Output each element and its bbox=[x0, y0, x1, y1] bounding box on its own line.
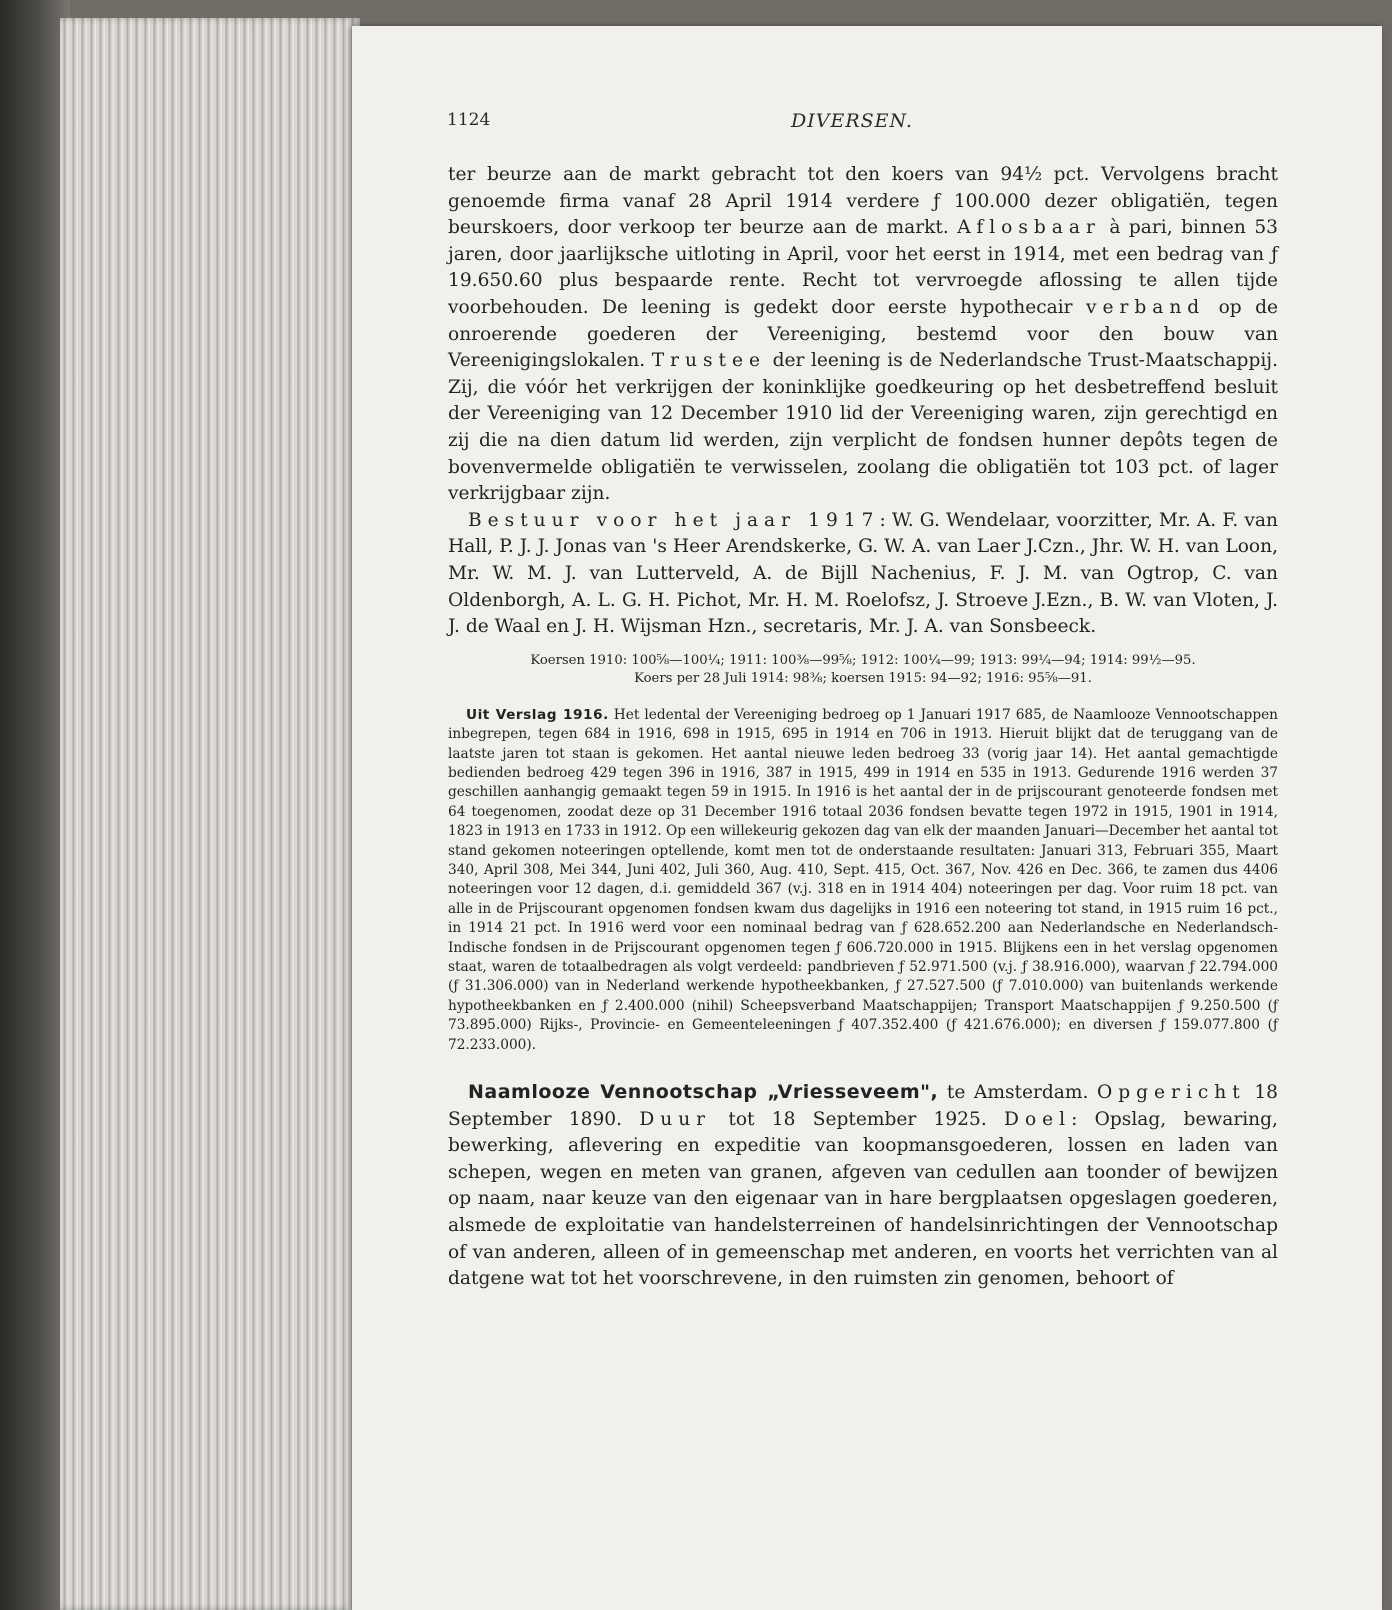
company-location: te Amsterdam. bbox=[938, 1082, 1097, 1103]
loan-text-4: der leening is de Nederlandsche Trust-Maatschappij. Zij, die vóór het verkrijgen der koninklijke goedkeuring op het desbetreffend besluit der Vereeniging van 12 December 1910 lid der Vereeniging waren, zijn gerechtigd en zij die na dien datum lid werden, zijn verplicht de fondsen hunner depôts tegen de bovenvermelde obligatiën te verwisselen, zoolang die obligatiën tot 103 pct. of lager verkrijgbaar zijn. bbox=[448, 350, 1278, 505]
duur-label: Duur bbox=[639, 1108, 712, 1130]
text-column bbox=[448, 162, 1278, 1293]
rates-line-1: Koersen 1910: 100⅝—100¼; 1911: 100⅜—99⅝; 1912: 100¼—99; 1913: 99¼—94; 1914: 99½—95. bbox=[530, 652, 1196, 668]
company-paragraph bbox=[448, 1079, 1278, 1293]
board-text: : W. G. Wendelaar, voorzitter, Mr. A. F. van Hall, P. J. J. Jonas van 's Heer Arendskerke, G. W. A. van Laer J.Czn., Jhr. W. H. van Loon, Mr. W. M. J. van Lutterveld, A. de Bijll Nachenius, F. J. M. van Ogtrop, C. van Oldenborgh, A. L. G. H. Pichot, Mr. H. M. Roelofsz, J. Stroeve J.Ezn., B. W. van Vloten, J. J. de Waal en J. H. Wijsman Hzn., secretaris, Mr. J. A. van Sonsbeeck. bbox=[448, 509, 1278, 638]
opgericht-label: Opgericht bbox=[1097, 1082, 1246, 1103]
page-edges bbox=[60, 18, 360, 1610]
board-label: Bestuur voor het jaar 1917 bbox=[468, 509, 880, 531]
report-text: Het ledental der Vereeniging bedroeg op 1 Januari 1917 685, de Naamlooze Vennootschappen inbegrepen, tegen 684 in 1916, 698 in 1915, 695 in 1914 en 706 in 1913. Hieruit blijkt dat de teruggang van de laatste jaren tot staan is gekomen. Het aantal nieuwe leden bedroeg 33 (vorig jaar 14). Het aantal gemachtigde bedienden bedroeg 429 tegen 396 in 1916, 387 in 1915, 499 in 1914 en 535 in 1913. Gedurende 1916 werden 37 geschillen aanhangig gemaakt tegen 59 in 1915. In 1916 is het aantal der in de prijscourant genoteerde fondsen met 64 toegenomen, zoodat deze op 31 December 1916 totaal 2036 fondsen bevatte tegen 1972 in 1915, 1901 in 1914, 1823 in 1913 en 1733 in 1912. Op een willekeurig gekozen dag van elk der maanden Januari—December het aantal tot stand gekomen noteeringen optellende, komt men tot de onderstaande resultaten: Januari 313, Februari 355, Maart 340, April 308, Mei 344, Juni 402, Juli 360, Aug. 410, Sept. 415, Oct. 367, Nov. 426 en Dec. 366, te zamen dus 4406 noteeringen voor 12 dagen, d.i. gemiddeld 367 (v.j. 318 en in 1914 404) noteeringen per dag. Voor ruim 18 pct. van alle in de Prijscourant opgenomen fondsen kwam dus dagelijks in 1916 een noteering tot stand, in 1915 ruim 16 pct., in 1914 21 pct. In 1916 werd voor een nominaal bedrag van ƒ 628.652.200 aan Nederlandsche en Nederlandsch-Indische fondsen in de Prijscourant opgenomen tegen ƒ 606.720.000 in 1915. Blijkens een in het verslag opgenomen staat, waren de totaalbedragen als volgt verdeeld: pandbrieven ƒ 52.971.500 (v.j. ƒ 38.916.000), waarvan ƒ 22.794.000 (ƒ 31.306.000) van in Nederland werkende hypotheekbanken, ƒ 27.527.500 (ƒ 7.010.000) van buitenlands werkende hypotheekbanken en ƒ 2.400.000 (nihil) Scheepsverband Maatschappijen; Transport Maatschappijen ƒ 9.250.500 (ƒ 73.895.000) Rijks-, Provincie- en Gemeenteleeningen ƒ 407.352.400 (ƒ 421.676.000); en diversen ƒ 159.077.800 (ƒ 72.233.000). bbox=[448, 706, 1278, 1053]
page-number: 1124 bbox=[447, 110, 491, 130]
duur-text: tot 18 September 1925. bbox=[711, 1108, 1005, 1130]
loan-text-3: op de onroerende goederen der Vereeniging, bestemd voor den bouw van Vereenigingslokalen. bbox=[448, 296, 1278, 372]
company-name: Naamlooze Vennootschap „Vriesseveem", bbox=[468, 1081, 939, 1103]
trustee-label: Trustee bbox=[651, 350, 767, 372]
report-paragraph bbox=[448, 706, 1278, 1055]
verband-label: verband bbox=[1085, 296, 1206, 318]
rates-line-2: Koers per 28 Juli 1914: 98⅜; koersen 1915: 94—92; 1916: 95⅝—91. bbox=[634, 670, 1092, 686]
board-paragraph bbox=[448, 508, 1278, 641]
loan-text-1: ter beurze aan de markt gebracht tot den koers van 94½ pct. Vervolgens bracht genoemde firma vanaf 28 April 1914 verdere ƒ 100.000 dezer obligatiën, tegen beurskoers, door verkoop ter beurze aan de markt. bbox=[448, 164, 1278, 239]
running-head bbox=[447, 110, 1257, 140]
doel-label: Doel bbox=[1004, 1108, 1072, 1130]
report-label: Uit Verslag 1916. bbox=[466, 706, 609, 723]
rates-block bbox=[448, 652, 1278, 688]
doel-text: : Opslag, bewaring, bewerking, aflevering en expeditie van koopmansgoederen, lossen en laden van schepen, wegen en meten van granen, afgeven van cedullen aan toonder of bewijzen op naam, naar keuze van den eigenaar van in hare bergplaatsen opgeslagen goederen, alsmede de exploitatie van handelsterreinen of handelsinrichtingen der Vennootschap of van anderen, alleen of in gemeenschap met anderen, en voorts het verrichten van al datgene wat tot het voorschrevene, in den ruimsten zin genomen, behoort of bbox=[448, 1108, 1278, 1290]
aflosbaar-label: Aflosbaar bbox=[957, 217, 1101, 239]
section-title: DIVERSEN. bbox=[791, 110, 913, 132]
loan-text-2: à pari, binnen 53 jaren, door jaarlijksche uitloting in April, voor het eerst in 1914, met een bedrag van ƒ 19.650.60 plus bespaarde rente. Recht tot vervroegde aflossing te allen tijde voorbehouden. De leening is gedekt door eerste hypothecair bbox=[448, 217, 1278, 318]
opgericht-text: 18 September 1890. bbox=[448, 1082, 1279, 1130]
loan-paragraph bbox=[448, 162, 1278, 508]
